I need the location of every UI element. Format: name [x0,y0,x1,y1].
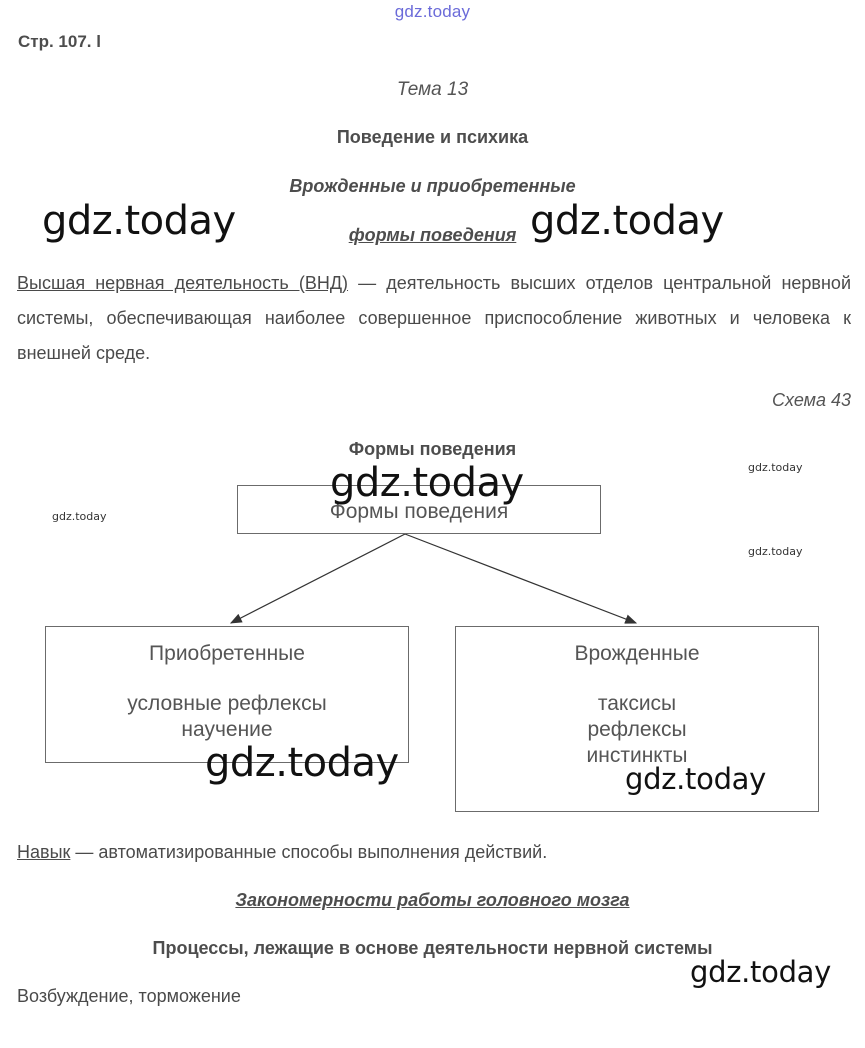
innate-item: инстинкты [586,744,688,767]
watermark: gdz.today [52,510,107,523]
skill-term: Навык [17,842,71,862]
watermark: gdz.today [748,461,803,474]
laws-heading: Закономерности работы головного мозга [235,890,630,910]
watermark: gdz.today [748,545,803,558]
acquired-title: Приобретенные [149,642,305,665]
processes-heading: Процессы, лежащие в основе деятельности нервной системы [152,938,713,958]
innate-item: рефлексы [587,718,687,741]
watermark: gdz.today [42,198,236,244]
innate-item: таксисы [597,692,677,715]
watermark: gdz.today [690,955,832,989]
diagram-title: Формы поведения [348,439,517,459]
definition-term: Высшая нервная деятельность (ВНД) [17,273,349,293]
innate-title: Врожденные [574,642,700,665]
skill-text: — автоматизированные способы выполнения действий. [70,842,548,862]
watermark: gdz.today [530,198,724,244]
topic-heading: Тема 13 [396,79,469,100]
processes-text: Возбуждение, торможение [17,986,241,1006]
definition-text: — деятельность высших отделов центральной нервной системы, обеспечивающая наиболее совершенное приспособление животных и человека к внешней среде. [17,273,851,363]
arrow-to-innate [405,534,636,623]
watermark: gdz.today [330,460,524,506]
arrow-to-acquired [231,534,405,623]
skill-definition [17,842,547,863]
watermark: gdz.today [205,740,399,786]
subtitle-line-2: формы поведения [348,225,517,245]
acquired-item: условные рефлексы [127,692,327,715]
subtitle-line-1: Врожденные и приобретенные [289,176,576,196]
section-title: Поведение и психика [336,127,529,147]
acquired-item: научение [181,718,273,741]
scheme-label: Схема 43 [772,390,851,410]
page-reference: Стр. 107. l [18,32,101,51]
watermark: gdz.today [625,762,767,796]
watermark-top: gdz.today [394,2,471,21]
diagram-root-label: Формы поведения [329,500,509,523]
